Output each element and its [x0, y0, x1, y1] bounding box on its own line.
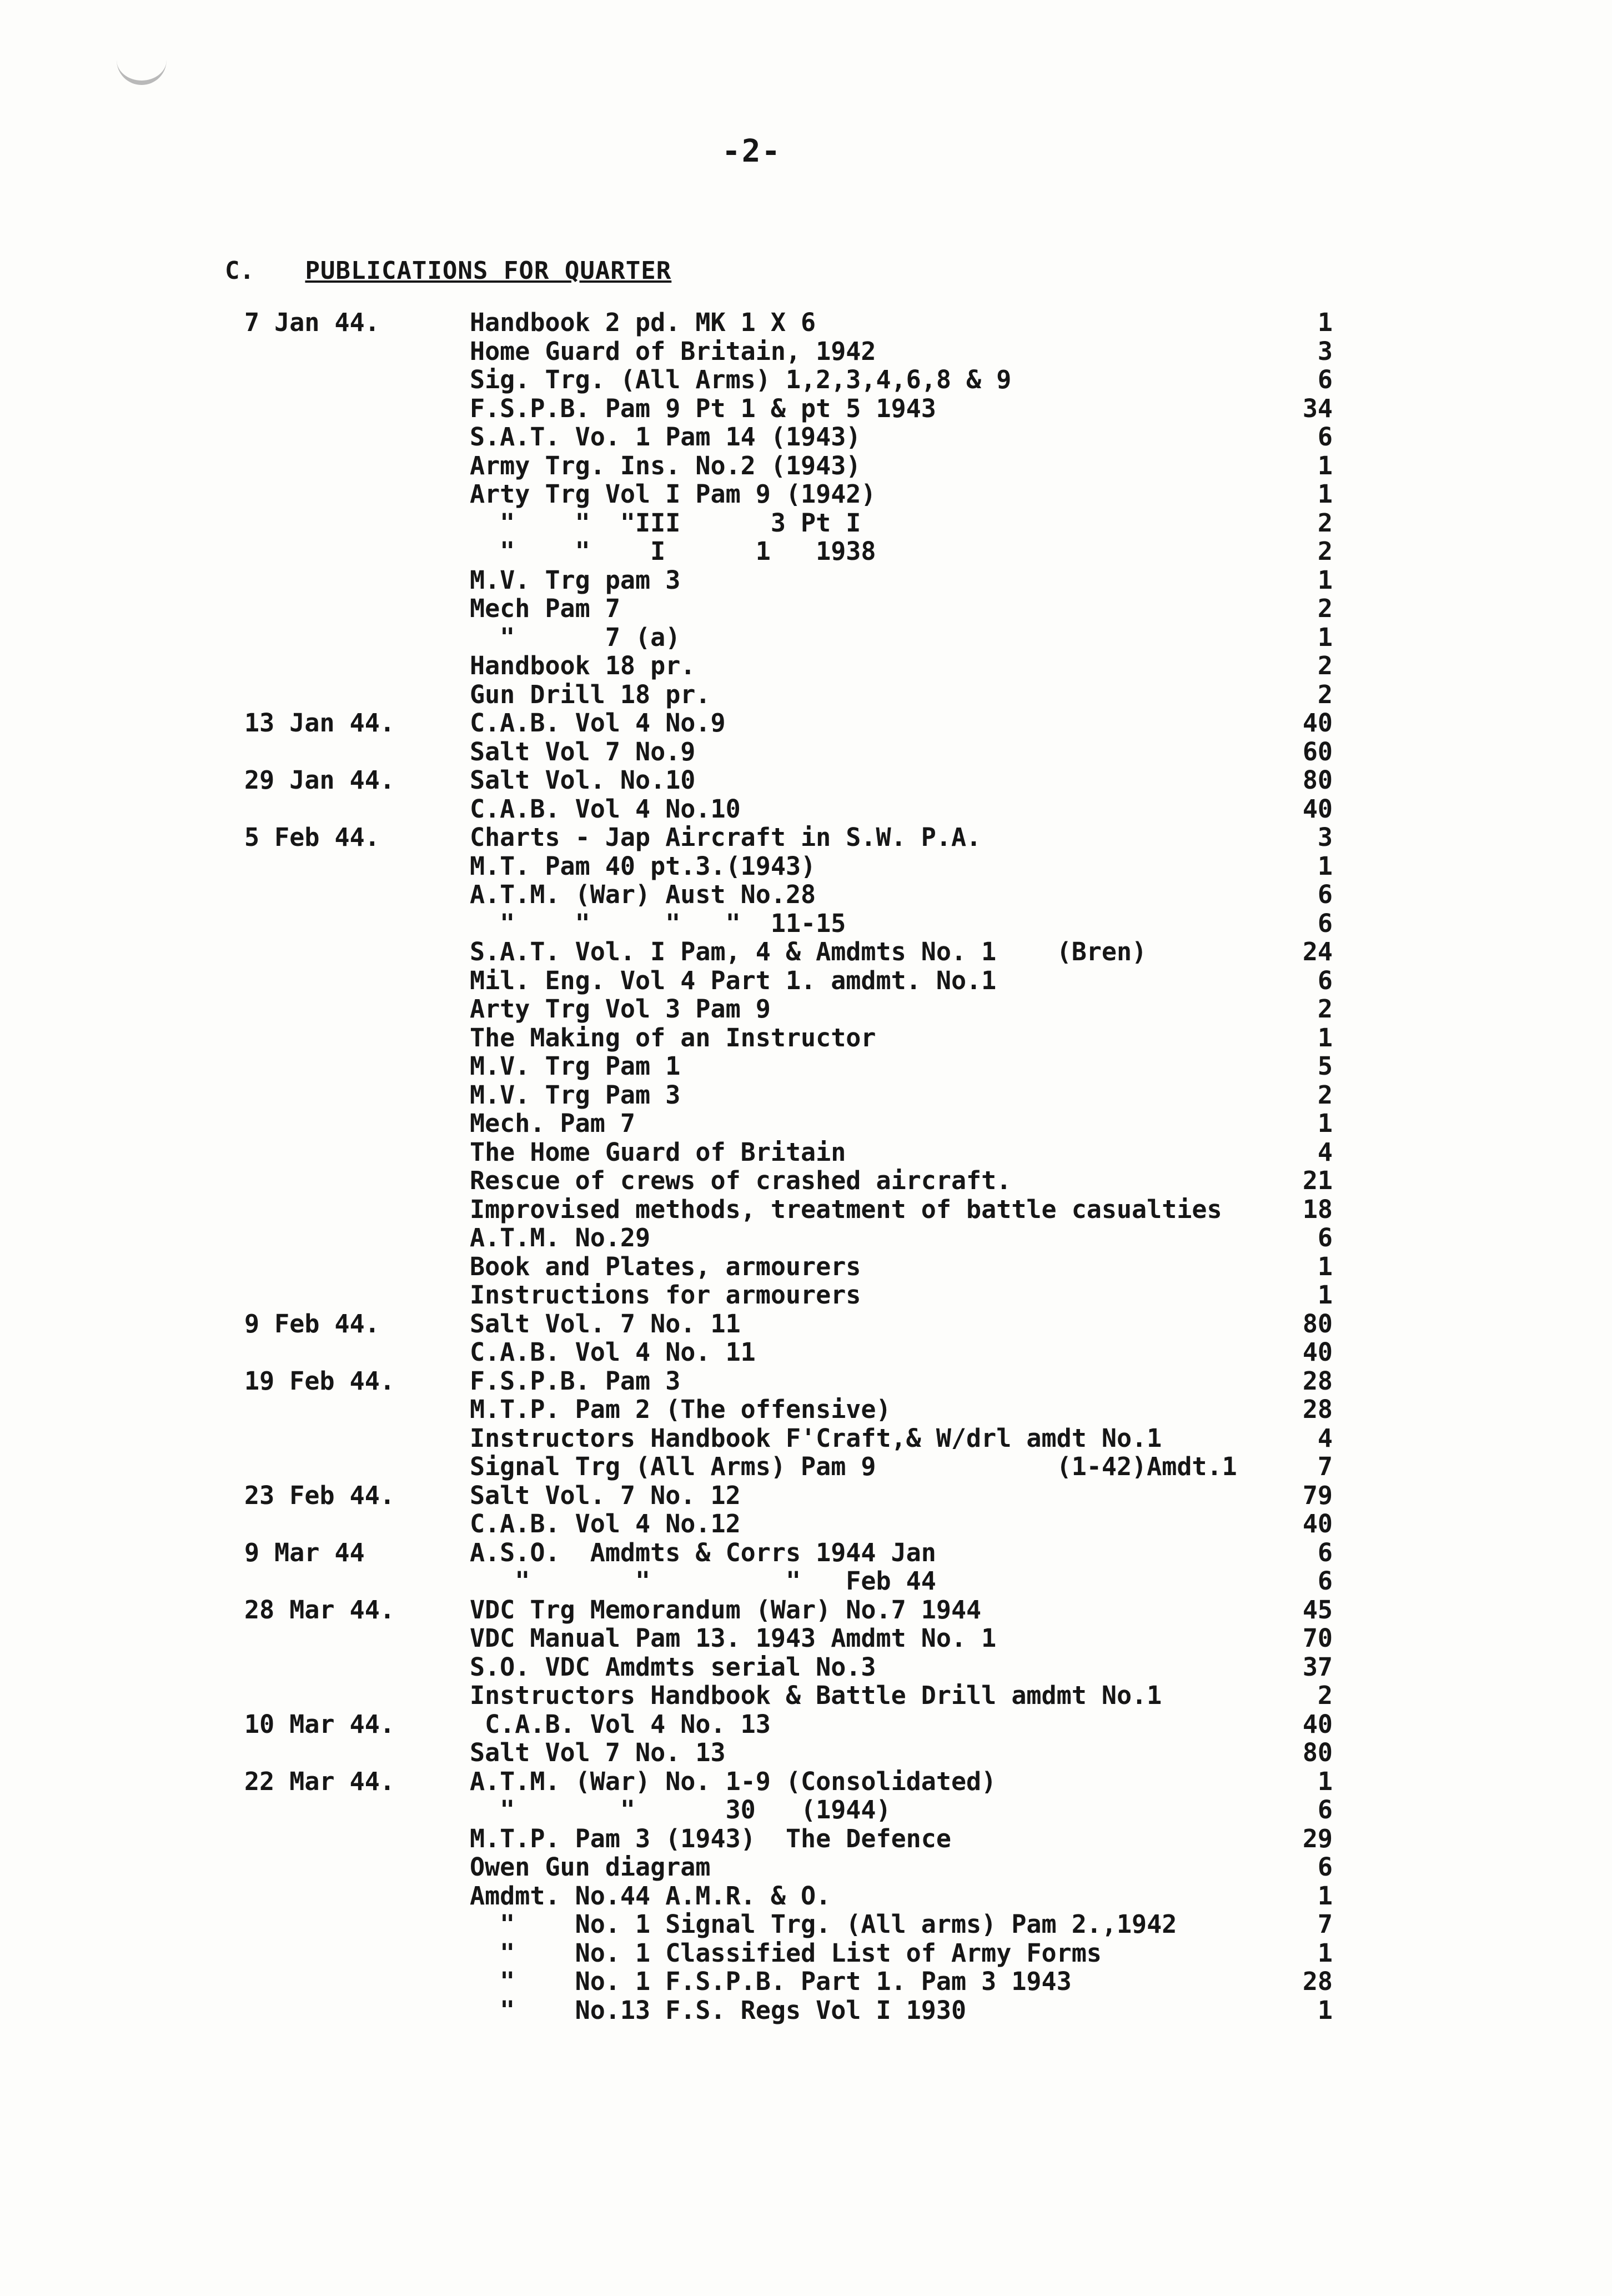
- entry-title: Salt Vol. 7 No. 12: [470, 1480, 741, 1510]
- list-item: [0, 1824, 1612, 1853]
- entry-date: 10 Mar 44.: [244, 1709, 395, 1739]
- entry-quantity: 6: [1317, 1537, 1333, 1567]
- entry-quantity: 18: [1302, 1194, 1333, 1224]
- entry-title: S.A.T. Vo. 1 Pam 14 (1943): [470, 422, 861, 452]
- list-item: [0, 709, 1612, 738]
- entry-quantity: 2: [1317, 537, 1333, 566]
- entry-title: Mech Pam 7: [470, 594, 620, 623]
- entry-quantity: 6: [1317, 365, 1333, 394]
- list-item: [0, 537, 1612, 566]
- entry-title: Owen Gun diagram: [470, 1852, 711, 1882]
- entry-quantity: 1: [1317, 565, 1333, 595]
- entry-title: C.A.B. Vol 4 No.10: [470, 794, 741, 824]
- entry-title: M.T.P. Pam 2 (The offensive): [470, 1395, 891, 1424]
- entry-date: 22 Mar 44.: [244, 1766, 395, 1796]
- list-item: [0, 1653, 1612, 1682]
- entry-quantity: 70: [1302, 1623, 1333, 1653]
- entry-quantity: 3: [1317, 336, 1333, 366]
- entry-quantity: 6: [1317, 965, 1333, 995]
- entry-quantity: 1: [1317, 1280, 1333, 1310]
- entry-title: S.O. VDC Amdmts serial No.3: [470, 1652, 876, 1682]
- list-item: [0, 1853, 1612, 1882]
- list-item: [0, 1681, 1612, 1710]
- entry-quantity: 5: [1317, 1051, 1333, 1081]
- list-item: [0, 1567, 1612, 1596]
- publications-list: [0, 308, 1612, 2024]
- list-item: [0, 1138, 1612, 1167]
- entry-title: M.V. Trg Pam 1: [470, 1051, 681, 1081]
- entry-title: A.T.M. (War) No. 1-9 (Consolidated): [470, 1766, 997, 1796]
- entry-quantity: 40: [1302, 1337, 1333, 1367]
- entry-title: F.S.P.B. Pam 3: [470, 1366, 681, 1396]
- list-item: [0, 823, 1612, 852]
- list-item: [0, 1596, 1612, 1625]
- entry-quantity: 28: [1302, 1967, 1333, 1996]
- entry-quantity: 37: [1302, 1652, 1333, 1682]
- entry-quantity: 79: [1302, 1480, 1333, 1510]
- entry-quantity: 2: [1317, 508, 1333, 538]
- entry-title: Arty Trg Vol 3 Pam 9: [470, 994, 771, 1024]
- entry-quantity: 6: [1317, 1223, 1333, 1252]
- entry-quantity: 24: [1302, 937, 1333, 966]
- entry-quantity: 40: [1302, 794, 1333, 824]
- entry-quantity: 1: [1317, 1251, 1333, 1281]
- entry-quantity: 1: [1317, 308, 1333, 337]
- entry-title: Instructors Handbook & Battle Drill amdmt No.1: [470, 1681, 1162, 1710]
- list-item: [0, 509, 1612, 538]
- entry-quantity: 40: [1302, 1509, 1333, 1538]
- list-item: [0, 1338, 1612, 1367]
- entry-quantity: 1: [1317, 1995, 1333, 2025]
- entry-title: Arty Trg Vol I Pam 9 (1942): [470, 479, 876, 509]
- list-item: [0, 423, 1612, 452]
- entry-title: Improvised methods, treatment of battle casualties: [470, 1194, 1222, 1224]
- list-item: [0, 1395, 1612, 1424]
- list-item: [0, 880, 1612, 909]
- entry-date: 13 Jan 44.: [244, 708, 395, 738]
- entry-title: Salt Vol 7 No.9: [470, 736, 696, 766]
- entry-quantity: 80: [1302, 1309, 1333, 1339]
- entry-title: Rescue of crews of crashed aircraft.: [470, 1166, 1012, 1195]
- list-item: [0, 938, 1612, 966]
- entry-title: " No. 1 F.S.P.B. Part 1. Pam 3 1943: [470, 1967, 1072, 1996]
- list-item: [0, 1424, 1612, 1453]
- entry-title: " 7 (a): [470, 622, 681, 652]
- entry-quantity: 4: [1317, 1137, 1333, 1167]
- entry-title: Army Trg. Ins. No.2 (1943): [470, 450, 861, 480]
- entry-title: Salt Vol. No.10: [470, 765, 696, 795]
- entry-title: " " I 1 1938: [470, 537, 876, 566]
- entry-quantity: 40: [1302, 1709, 1333, 1739]
- list-item: [0, 852, 1612, 881]
- entry-quantity: 2: [1317, 651, 1333, 680]
- entry-date: 5 Feb 44.: [244, 823, 380, 852]
- entry-quantity: 1: [1317, 622, 1333, 652]
- entry-title: Instructions for armourers: [470, 1280, 861, 1310]
- entry-title: Salt Vol 7 No. 13: [470, 1738, 726, 1767]
- entry-quantity: 1: [1317, 851, 1333, 881]
- list-item: [0, 1538, 1612, 1567]
- entry-quantity: 2: [1317, 1681, 1333, 1710]
- list-item: [0, 308, 1612, 337]
- entry-date: 28 Mar 44.: [244, 1595, 395, 1625]
- list-item: [0, 594, 1612, 623]
- entry-quantity: 1: [1317, 450, 1333, 480]
- entry-date: 29 Jan 44.: [244, 765, 395, 795]
- entry-title: A.T.M. No.29: [470, 1223, 651, 1252]
- list-item: [0, 1195, 1612, 1224]
- entry-title: C.A.B. Vol 4 No. 13: [470, 1709, 771, 1739]
- list-item: [0, 909, 1612, 938]
- list-item: [0, 1252, 1612, 1281]
- list-item: [0, 1996, 1612, 2025]
- entry-title: " No. 1 Signal Trg. (All arms) Pam 2.,1942: [470, 1909, 1177, 1939]
- list-item: [0, 1710, 1612, 1739]
- list-item: [0, 1510, 1612, 1538]
- list-item: [0, 566, 1612, 595]
- entry-title: M.V. Trg pam 3: [470, 565, 681, 595]
- entry-quantity: 80: [1302, 1738, 1333, 1767]
- entry-quantity: 34: [1302, 393, 1333, 423]
- list-item: [0, 1024, 1612, 1052]
- entry-quantity: 29: [1302, 1823, 1333, 1853]
- list-item: [0, 1166, 1612, 1195]
- list-item: [0, 966, 1612, 995]
- entry-title: " No.13 F.S. Regs Vol I 1930: [470, 1995, 967, 2025]
- entry-title: M.T. Pam 40 pt.3.(1943): [470, 851, 816, 881]
- entry-title: " No. 1 Classified List of Army Forms: [470, 1938, 1102, 1968]
- entry-title: Salt Vol. 7 No. 11: [470, 1309, 741, 1339]
- entry-quantity: 21: [1302, 1166, 1333, 1195]
- list-item: [0, 1481, 1612, 1510]
- section-heading: [225, 257, 671, 285]
- list-item: [0, 394, 1612, 423]
- entry-quantity: 6: [1317, 908, 1333, 938]
- entry-quantity: 6: [1317, 422, 1333, 452]
- entry-title: " " "III 3 Pt I: [470, 508, 861, 538]
- list-item: [0, 795, 1612, 824]
- list-item: [0, 738, 1612, 766]
- entry-date: 9 Mar 44: [244, 1537, 365, 1567]
- list-item: [0, 1939, 1612, 1968]
- section-title: PUBLICATIONS FOR QUARTER: [305, 257, 672, 285]
- entry-title: Gun Drill 18 pr.: [470, 679, 711, 709]
- entry-quantity: 80: [1302, 765, 1333, 795]
- entry-quantity: 1: [1317, 479, 1333, 509]
- list-item: [0, 1367, 1612, 1396]
- entry-quantity: 6: [1317, 1852, 1333, 1882]
- entry-quantity: 6: [1317, 1795, 1333, 1824]
- list-item: [0, 1910, 1612, 1939]
- entry-quantity: 2: [1317, 679, 1333, 709]
- entry-title: S.A.T. Vol. I Pam, 4 & Amdmts No. 1 (Bren): [470, 937, 1147, 966]
- list-item: [0, 1967, 1612, 1996]
- entry-quantity: 6: [1317, 1566, 1333, 1596]
- entry-title: M.T.P. Pam 3 (1943) The Defence: [470, 1823, 951, 1853]
- entry-title: Mech. Pam 7: [470, 1109, 636, 1138]
- entry-title: The Making of an Instructor: [470, 1022, 876, 1052]
- page-number: -2-: [722, 133, 782, 169]
- list-item: [0, 623, 1612, 652]
- entry-title: The Home Guard of Britain: [470, 1137, 846, 1167]
- list-item: [0, 1052, 1612, 1081]
- list-item: [0, 680, 1612, 709]
- list-item: [0, 1882, 1612, 1911]
- entry-title: Home Guard of Britain, 1942: [470, 336, 876, 366]
- entry-title: " " 30 (1944): [470, 1795, 891, 1824]
- entry-quantity: 6: [1317, 880, 1333, 909]
- list-item: [0, 1310, 1612, 1339]
- entry-quantity: 3: [1317, 823, 1333, 852]
- entry-quantity: 2: [1317, 1080, 1333, 1110]
- entry-quantity: 7: [1317, 1909, 1333, 1939]
- entry-title: A.S.O. Amdmts & Corrs 1944 Jan: [470, 1537, 936, 1567]
- entry-title: Handbook 18 pr.: [470, 651, 696, 680]
- entry-quantity: 1: [1317, 1938, 1333, 1968]
- list-item: [0, 1796, 1612, 1824]
- entry-quantity: 28: [1302, 1395, 1333, 1424]
- entry-date: 7 Jan 44.: [244, 308, 380, 337]
- list-item: [0, 651, 1612, 680]
- entry-title: " " " Feb 44: [470, 1566, 936, 1596]
- entry-quantity: 60: [1302, 736, 1333, 766]
- list-item: [0, 1738, 1612, 1767]
- entry-title: Amdmt. No.44 A.M.R. & O.: [470, 1881, 831, 1911]
- entry-quantity: 40: [1302, 708, 1333, 738]
- entry-title: Book and Plates, armourers: [470, 1251, 861, 1281]
- entry-quantity: 45: [1302, 1595, 1333, 1625]
- entry-quantity: 1: [1317, 1109, 1333, 1138]
- entry-title: Instructors Handbook F'Craft,& W/drl amdt No.1: [470, 1423, 1162, 1453]
- entry-quantity: 28: [1302, 1366, 1333, 1396]
- entry-title: F.S.P.B. Pam 9 Pt 1 & pt 5 1943: [470, 393, 936, 423]
- list-item: [0, 1109, 1612, 1138]
- entry-title: A.T.M. (War) Aust No.28: [470, 880, 816, 909]
- list-item: [0, 337, 1612, 366]
- list-item: [0, 1767, 1612, 1796]
- entry-quantity: 4: [1317, 1423, 1333, 1453]
- entry-title: Signal Trg (All Arms) Pam 9 (1-42)Amdt.1: [470, 1452, 1237, 1481]
- list-item: [0, 480, 1612, 509]
- entry-title: Sig. Trg. (All Arms) 1,2,3,4,6,8 & 9: [470, 365, 1012, 394]
- entry-date: 23 Feb 44.: [244, 1480, 395, 1510]
- list-item: [0, 1624, 1612, 1653]
- entry-title: VDC Manual Pam 13. 1943 Amdmt No. 1: [470, 1623, 997, 1653]
- entry-date: 9 Feb 44.: [244, 1309, 380, 1339]
- list-item: [0, 1452, 1612, 1481]
- list-item: [0, 766, 1612, 795]
- list-item: [0, 1224, 1612, 1252]
- entry-title: VDC Trg Memorandum (War) No.7 1944: [470, 1595, 982, 1625]
- entry-title: C.A.B. Vol 4 No. 11: [470, 1337, 756, 1367]
- entry-quantity: 2: [1317, 994, 1333, 1024]
- entry-title: C.A.B. Vol 4 No.9: [470, 708, 726, 738]
- entry-quantity: 2: [1317, 594, 1333, 623]
- entry-title: Charts - Jap Aircraft in S.W. P.A.: [470, 823, 982, 852]
- entry-quantity: 7: [1317, 1452, 1333, 1481]
- entry-title: Mil. Eng. Vol 4 Part 1. amdmt. No.1: [470, 965, 997, 995]
- list-item: [0, 1081, 1612, 1110]
- corner-mark: [117, 47, 167, 85]
- list-item: [0, 995, 1612, 1024]
- entry-title: C.A.B. Vol 4 No.12: [470, 1509, 741, 1538]
- list-item: [0, 365, 1612, 394]
- entry-title: Handbook 2 pd. MK 1 X 6: [470, 308, 816, 337]
- entry-quantity: 1: [1317, 1022, 1333, 1052]
- entry-title: " " " " 11-15: [470, 908, 846, 938]
- entry-quantity: 1: [1317, 1766, 1333, 1796]
- list-item: [0, 452, 1612, 480]
- entry-title: M.V. Trg Pam 3: [470, 1080, 681, 1110]
- list-item: [0, 1281, 1612, 1310]
- entry-quantity: 1: [1317, 1881, 1333, 1911]
- entry-date: 19 Feb 44.: [244, 1366, 395, 1396]
- section-code: C.: [225, 257, 254, 285]
